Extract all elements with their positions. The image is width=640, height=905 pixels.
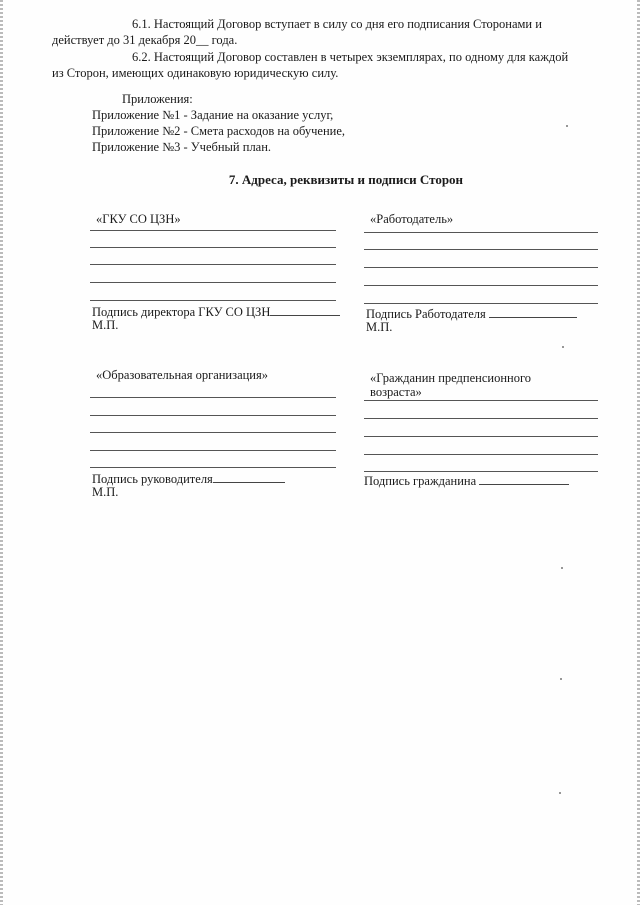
scan-edge-left (0, 0, 3, 905)
blank-line (364, 232, 598, 233)
signature-blank (270, 303, 340, 316)
signature-employer (366, 305, 577, 322)
blank-line (364, 249, 598, 250)
appendices-title: Приложения: (122, 92, 193, 106)
party-citizen-name-line1: «Гражданин предпенсионного (370, 371, 532, 385)
blank-line (364, 303, 598, 304)
scan-speck (566, 125, 568, 127)
blank-line (90, 397, 336, 398)
scan-speck (560, 678, 562, 680)
blank-line (90, 415, 336, 416)
blank-line (364, 267, 598, 268)
blank-line (90, 467, 336, 468)
stamp-employer: М.П. (366, 320, 393, 334)
blank-line (90, 230, 336, 231)
signature-employer-label: Подпись Работодателя (366, 307, 486, 321)
blank-line (90, 450, 336, 451)
signature-center (92, 303, 340, 320)
section-title: 7. Адреса, реквизиты и подписи Сторон (228, 172, 464, 187)
blank-line (90, 282, 336, 283)
signature-citizen (364, 472, 569, 489)
appendix-item-3: Приложение №3 - Учебный план. (92, 140, 272, 154)
clause-6-2 (52, 49, 600, 81)
blank-line (90, 264, 336, 265)
clause-6-1-line2: действует до 31 декабря 20__ года. (52, 33, 238, 47)
signature-blank (489, 305, 577, 318)
signature-blank (479, 472, 569, 485)
blank-line (90, 432, 336, 433)
blank-line (90, 300, 336, 301)
appendix-item-2: Приложение №2 - Смета расходов на обучение, (92, 124, 346, 138)
party-center-name: «ГКУ СО ЦЗН» (96, 212, 181, 226)
signature-center-label: Подпись директора ГКУ СО ЦЗН (92, 305, 271, 319)
stamp-education: М.П. (92, 485, 119, 499)
scan-speck (562, 346, 564, 348)
scan-speck (559, 792, 561, 794)
blank-line (364, 454, 598, 455)
clause-6-2-line2: из Сторон, имеющих одинаковую юридическую силу. (52, 66, 339, 80)
appendix-item-1: Приложение №1 - Задание на оказание услуг, (92, 108, 334, 122)
blank-line (364, 400, 598, 401)
signature-citizen-label: Подпись гражданина (364, 474, 477, 488)
clause-6-1-line1: 6.1. Настоящий Договор вступает в силу со дня его подписания Сторонами и (132, 17, 542, 31)
blank-line (364, 436, 598, 437)
signature-education-label: Подпись руководителя (92, 472, 213, 486)
party-education-name: «Образовательная организация» (96, 368, 268, 382)
clause-6-1 (52, 16, 600, 48)
blank-line (364, 418, 598, 419)
party-citizen-name-line2: возраста» (370, 385, 422, 399)
signature-blank (213, 470, 285, 483)
blank-line (364, 285, 598, 286)
blank-line (90, 247, 336, 248)
stamp-center: М.П. (92, 318, 119, 332)
clause-6-2-line1: 6.2. Настоящий Договор составлен в четырех экземплярах, по одному для каждой (132, 50, 569, 64)
scan-speck (561, 567, 563, 569)
party-employer-name: «Работодатель» (370, 212, 454, 226)
signature-education (92, 470, 285, 487)
